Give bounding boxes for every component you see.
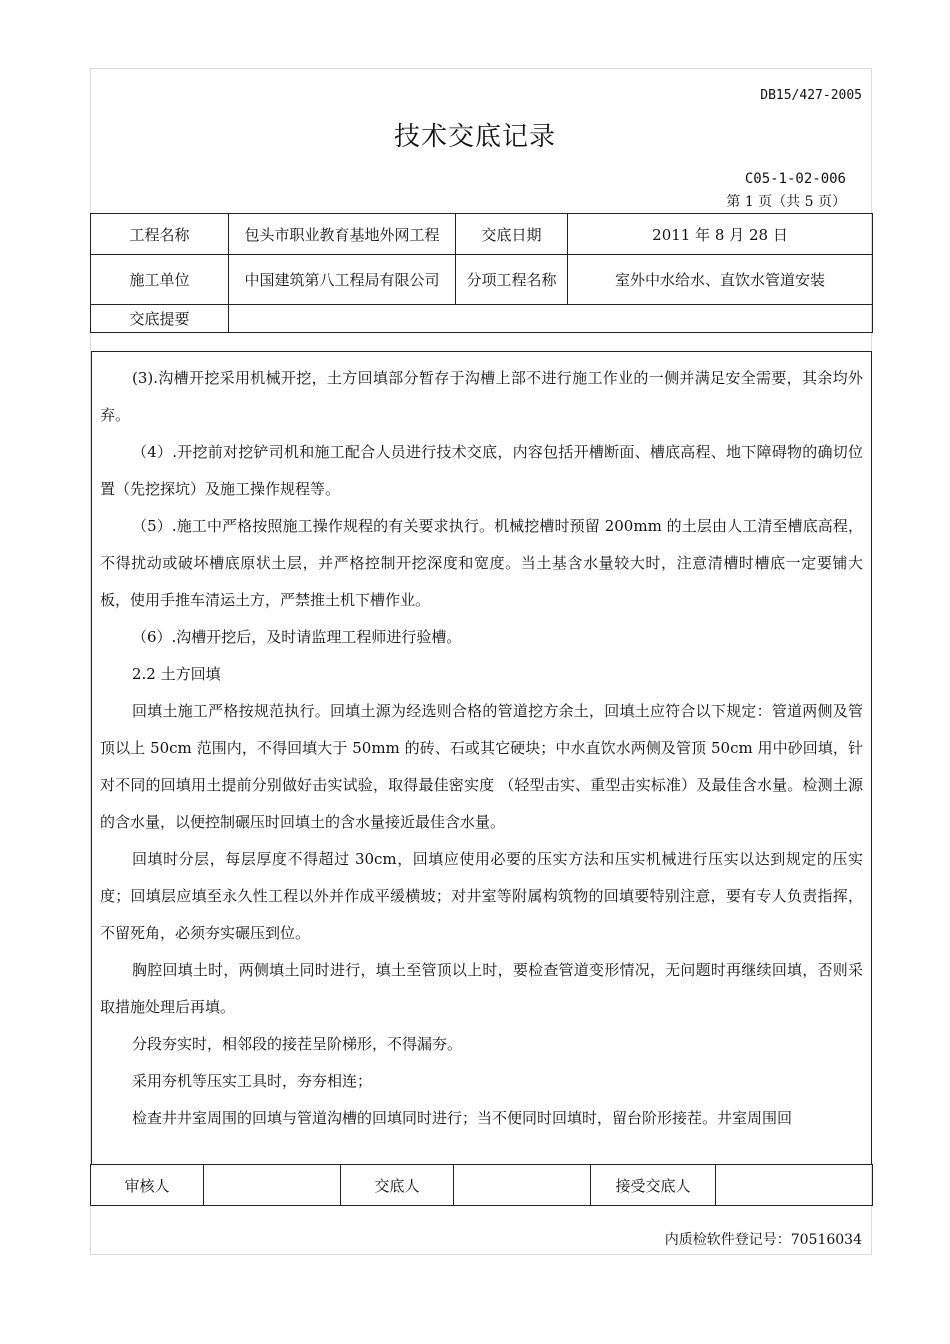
subproject-label: 分项工程名称 (456, 255, 568, 305)
body-paragraph: （6）.沟槽开挖后，及时请监理工程师进行验槽。 (132, 628, 462, 646)
project-name-value: 包头市职业教育基地外网工程 (229, 214, 456, 255)
body-paragraph: （4）.开挖前对挖铲司机和施工配合人员进行技术交底，内容包括开槽断面、槽底高程、地下障碍物的确切位置（先挖探坑）及施工操作规程等。 (100, 443, 863, 498)
contractor-value: 中国建筑第八工程局有限公司 (229, 255, 456, 305)
signature-row (91, 1165, 873, 1206)
receiver-label: 接受交底人 (591, 1165, 716, 1206)
summary-label: 交底提要 (91, 305, 229, 333)
body-paragraph: 采用夯机等压实工具时，夯夯相连； (132, 1072, 373, 1090)
signature-table (90, 1164, 873, 1206)
date-value: 2011 年 8 月 28 日 (568, 214, 873, 255)
reviewer-field (204, 1165, 341, 1206)
body-paragraph: 胸腔回填土时，两侧填土同时进行，填土至管顶以上时，要检查管道变形情况，无问题时再继续回填，否则采取措施处理后再填。 (100, 961, 863, 1016)
presenter-field (454, 1165, 591, 1206)
receiver-field (716, 1165, 873, 1206)
registration-number: 内质检软件登记号：70516034 (664, 1232, 862, 1248)
subproject-value: 室外中水给水、直饮水管道安装 (568, 255, 873, 305)
standard-code: DB15/427-2005 (760, 88, 862, 103)
body-paragraph: （5）.施工中严格按照施工操作规程的有关要求执行。机械挖槽时预留 200mm 的土层由人工清至槽底高程，不得扰动或破坏槽底原状土层，并严格控制开挖深度和宽度。当土基含水量较大时，注意清槽时槽底一定要铺大板，使用手推车清运土方，严禁推土机下槽作业。 (100, 517, 863, 609)
info-row-summary (91, 305, 873, 333)
presenter-label: 交底人 (341, 1165, 454, 1206)
body-paragraph: 回填时分层，每层厚度不得超过 30cm，回填应使用必要的压实方法和压实机械进行压实以达到规定的压实度；回填层应填至永久性工程以外并作成平缓横坡；对井室等附属构筑物的回填要特别注意，要有专人负责指挥，不留死角，必须夯实碾压到位。 (100, 850, 863, 942)
info-table (90, 213, 873, 333)
info-row-project (91, 214, 873, 255)
body-paragraph: 分段夯实时，相邻段的接茬呈阶梯形，不得漏夯。 (132, 1035, 463, 1053)
section-heading: 2.2 土方回填 (132, 665, 221, 683)
page-info: 第 1 页（共 5 页） (726, 194, 846, 210)
reviewer-label: 审核人 (91, 1165, 204, 1206)
form-code: C05-1-02-006 (744, 171, 846, 187)
summary-value (229, 305, 873, 333)
body-paragraph: (3).沟槽开挖采用机械开挖，土方回填部分暂存于沟槽上部不进行施工作业的一侧并满足安全需要，其余均外弃。 (100, 369, 863, 424)
info-row-contractor (91, 255, 873, 305)
body-paragraph: 检查井井室周围的回填与管道沟槽的回填同时进行；当不便同时回填时，留台阶形接茬。井室周围回 (132, 1109, 793, 1127)
disclosure-body (91, 351, 872, 1165)
body-paragraph: 回填土施工严格按规范执行。回填土源为经选则合格的管道挖方余土，回填土应符合以下规定：管道两侧及管顶以上 50cm 范围内，不得回填大于 50mm 的砖、石或其它硬块；中水直饮水两侧及管顶 50cm 用中砂回填，针对不同的回填用土提前分别做好击实试验，取得最佳密实度 （轻型击实、重型击实标准）及最佳含水量。检测土源的含水量，以便控制碾压时回填土的含水量接近最佳含水量。 (100, 702, 863, 831)
date-label: 交底日期 (456, 214, 568, 255)
contractor-label: 施工单位 (91, 255, 229, 305)
document-title: 技术交底记录 (393, 122, 556, 152)
project-name-label: 工程名称 (91, 214, 229, 255)
